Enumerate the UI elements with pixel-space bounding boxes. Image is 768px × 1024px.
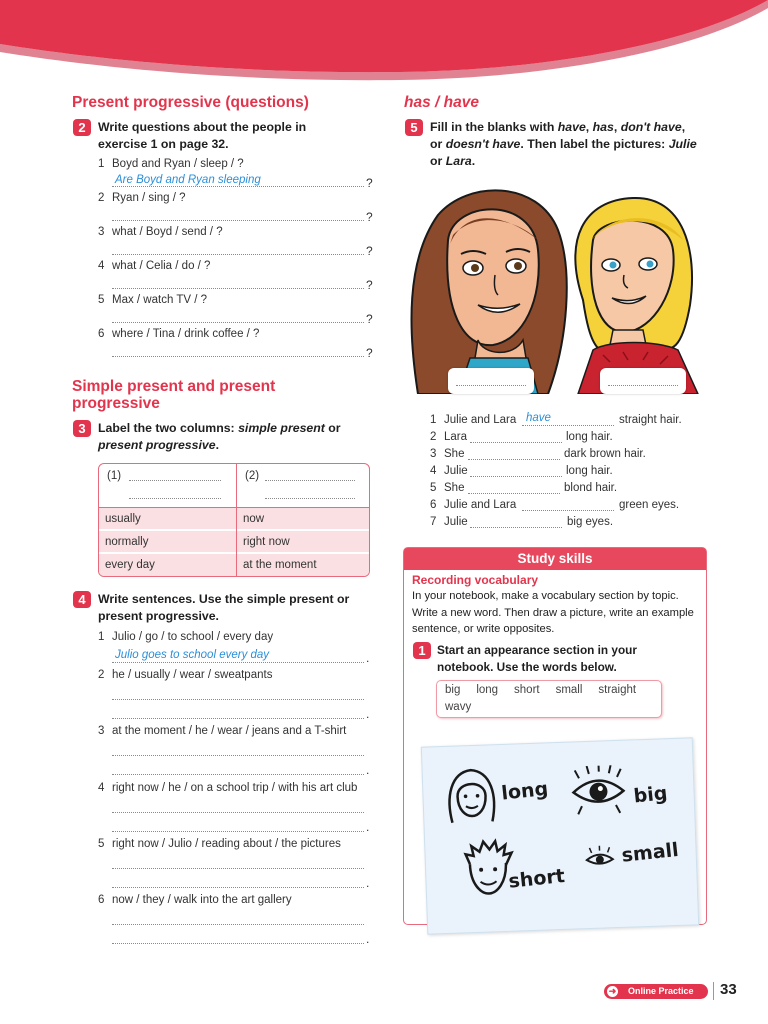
table-cell: at the moment xyxy=(243,559,317,571)
small-eye-icon xyxy=(583,845,616,872)
label-blank xyxy=(608,385,678,386)
table-cell: every day xyxy=(105,559,155,571)
ex4-answer-line-3b[interactable] xyxy=(112,774,364,775)
word-bank-line-2: wavy xyxy=(445,701,472,713)
ex5-blank-2[interactable] xyxy=(470,442,562,443)
exercise-3-instruction: Label the two columns: simple present or present progressive. xyxy=(98,421,341,452)
ex2-qmark-2: ? xyxy=(366,210,373,224)
exercise-4-instruction: Write sentences. Use the simple present or present progressive. xyxy=(98,592,350,623)
table-cell: normally xyxy=(105,536,149,548)
ex4-item-3: 3 at the moment / he / wear / jeans and a T-shirt xyxy=(98,725,347,737)
ex2-answer-line-3[interactable] xyxy=(112,254,364,255)
word-bank-line-1: big long short small straight xyxy=(445,684,637,696)
table-row xyxy=(99,508,369,530)
ex4-period-6: . xyxy=(366,932,370,946)
exercise-number-4: 4 xyxy=(73,591,91,608)
ex2-qmark-1: ? xyxy=(366,176,373,190)
ex5-item-1: 1 Julie and Lara xyxy=(430,414,517,426)
ex4-answer-line-6a[interactable] xyxy=(112,924,364,925)
ex2-answer-line-5[interactable] xyxy=(112,322,364,323)
ex5-item-1-end: straight hair. xyxy=(619,414,682,426)
ex2-item-4: 4 what / Celia / do / ? xyxy=(98,260,211,272)
note-word-small: small xyxy=(620,838,680,867)
study-skills-title: Study skills xyxy=(404,548,706,570)
ex5-blank-3[interactable] xyxy=(468,459,560,460)
study-exercise-instruction: Start an appearance section in your notebook. Use the words below. xyxy=(437,643,637,674)
table-cell: right now xyxy=(243,536,290,548)
ex5-blank-5[interactable] xyxy=(468,493,560,494)
ex5-item-2-end: long hair. xyxy=(566,431,613,443)
ex4-period-4: . xyxy=(366,820,370,834)
note-word-big: big xyxy=(632,782,669,808)
study-skills-body: In your notebook, make a vocabulary section by topic. Write a new word. Then draw a picture, write an example sentence, or write opposites. xyxy=(412,590,694,635)
ex4-answer-line-5a[interactable] xyxy=(112,868,364,869)
ex2-item-3: 3 what / Boyd / send / ? xyxy=(98,226,223,238)
footer-divider xyxy=(713,982,714,1000)
ex4-item-1: 1 Julio / go / to school / every day xyxy=(98,631,274,643)
study-skills-subtitle: Recording vocabulary xyxy=(412,573,539,587)
section-title-has-have: has / have xyxy=(404,94,479,111)
picture-label-right[interactable] xyxy=(600,368,686,394)
ex5-blank-4[interactable] xyxy=(470,476,562,477)
ex4-answer-line-3a[interactable] xyxy=(112,755,364,756)
ex2-answer-line-2[interactable] xyxy=(112,220,364,221)
ex2-answer-line-6[interactable] xyxy=(112,356,364,357)
ex4-answer-1: Julio goes to school every day xyxy=(115,649,270,661)
ex4-answer-line-4b[interactable] xyxy=(112,831,364,832)
ex4-period-3: . xyxy=(366,763,370,777)
ex4-answer-line-5b[interactable] xyxy=(112,887,364,888)
ex4-answer-line-1[interactable] xyxy=(112,662,364,663)
ex5-item-3: 3 She xyxy=(430,448,465,460)
ex4-period-5: . xyxy=(366,876,370,890)
ex4-item-5: 5 right now / Julio / reading about / the pictures xyxy=(98,838,341,850)
label-blank xyxy=(456,385,526,386)
column-2-blank-b[interactable] xyxy=(265,498,355,499)
column-2-blank-a[interactable] xyxy=(265,480,355,481)
ex5-answer-1: have xyxy=(526,412,551,424)
top-banner xyxy=(0,0,768,90)
ex2-answer-line-1[interactable] xyxy=(112,186,364,187)
exercise-number-2: 2 xyxy=(73,119,91,136)
online-practice-button[interactable]: ➜ Online Practice xyxy=(604,984,708,999)
page-number: 33 xyxy=(720,981,737,998)
ex4-answer-line-6b[interactable] xyxy=(112,943,364,944)
ex4-answer-line-2a[interactable] xyxy=(112,699,364,700)
ex2-qmark-3: ? xyxy=(366,244,373,258)
ex5-item-3-end: dark brown hair. xyxy=(564,448,646,460)
exercise-5-instruction: Fill in the blanks with have, has, don't have, or doesn't have. Then label the pictures: Julie or Lara. xyxy=(430,120,697,168)
ex2-item-2: 2 Ryan / sing / ? xyxy=(98,192,186,204)
ex5-item-7: 7 Julie xyxy=(430,516,468,528)
vocabulary-note xyxy=(421,737,699,934)
table-row xyxy=(99,531,369,553)
word-bank xyxy=(436,680,662,718)
ex5-item-4-end: long hair. xyxy=(566,465,613,477)
ex2-qmark-5: ? xyxy=(366,312,373,326)
ex2-item-1: 1 Boyd and Ryan / sleep / ? xyxy=(98,158,244,170)
study-exercise-number-1: 1 xyxy=(413,642,431,659)
column-2-label: (2) xyxy=(245,470,260,482)
ex5-blank-1[interactable] xyxy=(522,425,614,426)
table-divider xyxy=(236,464,237,576)
ex5-item-7-end: big eyes. xyxy=(567,516,614,528)
two-girls-illustration xyxy=(398,180,700,394)
long-hair-face-icon xyxy=(443,765,501,825)
exercise-number-3: 3 xyxy=(73,420,91,437)
ex4-item-4: 4 right now / he / on a school trip / with his art club xyxy=(98,782,358,794)
ex2-answer-line-4[interactable] xyxy=(112,288,364,289)
ex2-item-5: 5 Max / watch TV / ? xyxy=(98,294,208,306)
picture-label-left[interactable] xyxy=(448,368,534,394)
ex4-period-2: . xyxy=(366,707,370,721)
ex5-item-6-end: green eyes. xyxy=(619,499,680,511)
table-cell: now xyxy=(243,513,265,525)
column-1-label: (1) xyxy=(107,470,122,482)
columns-table xyxy=(98,463,370,577)
exercise-number-5: 5 xyxy=(405,119,423,136)
ex4-item-2: 2 he / usually / wear / sweatpants xyxy=(98,669,273,681)
ex4-period-1: . xyxy=(366,651,370,665)
column-1-blank-b[interactable] xyxy=(129,498,221,499)
ex5-blank-7[interactable] xyxy=(470,527,562,528)
table-header xyxy=(99,464,369,508)
table-row xyxy=(99,554,369,576)
arrow-right-icon: ➜ xyxy=(608,986,617,996)
ex2-answer-1: Are Boyd and Ryan sleeping xyxy=(115,174,261,186)
short-hair-face-icon xyxy=(459,837,517,899)
ex2-qmark-4: ? xyxy=(366,278,373,292)
ex5-item-2: 2 Lara xyxy=(430,431,468,443)
ex5-blank-6[interactable] xyxy=(522,510,614,511)
ex4-answer-line-4a[interactable] xyxy=(112,812,364,813)
note-word-short: short xyxy=(507,864,566,893)
ex5-item-5-end: blond hair. xyxy=(564,482,618,494)
ex2-qmark-6: ? xyxy=(366,346,373,360)
ex4-item-6: 6 now / they / walk into the art gallery xyxy=(98,894,292,906)
ex5-item-5: 5 She xyxy=(430,482,465,494)
ex5-item-4: 4 Julie xyxy=(430,465,468,477)
section-title-simple-present: Simple present and present progressive xyxy=(72,378,276,412)
exercise-2-instruction: Write questions about the people in exercise 1 on page 32. xyxy=(98,120,307,151)
ex2-item-6: 6 where / Tina / drink coffee / ? xyxy=(98,328,260,340)
note-word-long: long xyxy=(500,777,550,805)
ex5-item-6: 6 Julie and Lara xyxy=(430,499,517,511)
big-eye-icon xyxy=(569,765,629,817)
table-cell: usually xyxy=(105,513,141,525)
column-1-blank-a[interactable] xyxy=(129,480,221,481)
ex4-answer-line-2b[interactable] xyxy=(112,718,364,719)
section-title-present-progressive: Present progressive (questions) xyxy=(72,94,309,111)
